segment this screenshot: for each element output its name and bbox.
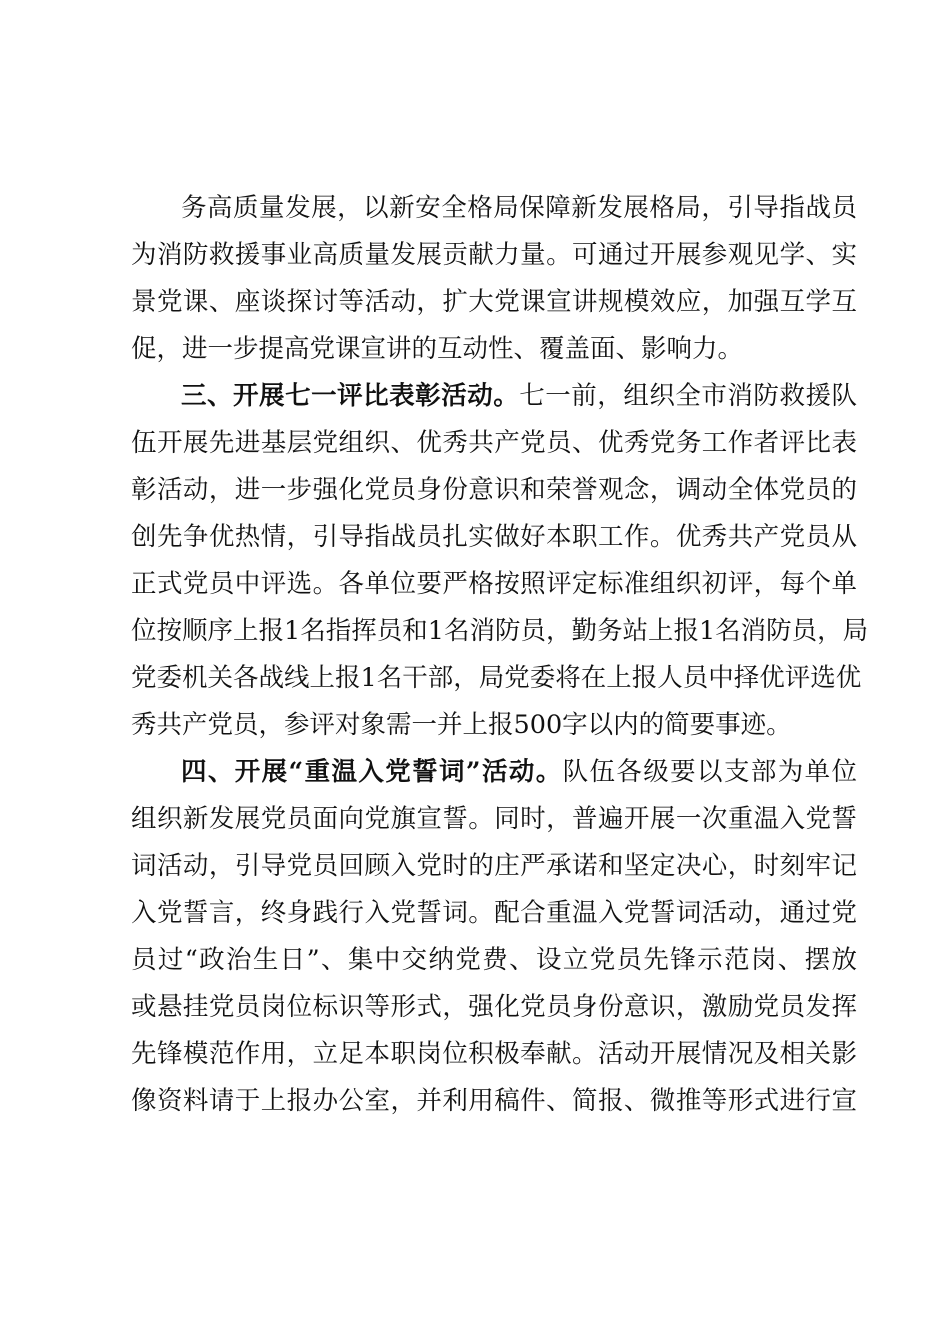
paragraph-line: 创先争优热情，引导指战员扎实做好本职工作。优秀共产党员从 bbox=[131, 522, 857, 552]
paragraph-line: 秀共产党员，参评对象需一并上报500字以内的简要事迹。 bbox=[131, 710, 792, 740]
paragraph-line: 彰活动，进一步强化党员身份意识和荣誉观念，调动全体党员的 bbox=[131, 475, 857, 505]
section-3-heading: 三、开展七一评比表彰活动。 bbox=[181, 381, 520, 411]
section-3-first-line-rest: 七一前，组织全市消防救援队 bbox=[519, 381, 857, 411]
paragraph-line: 景党课、座谈探讨等活动，扩大党课宣讲规模效应，加强互学互 bbox=[131, 287, 857, 317]
paragraph-line: 员过“政治生日”、集中交纳党费、设立党员先锋示范岗、摆放 bbox=[131, 945, 857, 975]
paragraph-line: 正式党员中评选。各单位要严格按照评定标准组织初评，每个单 bbox=[131, 569, 857, 599]
paragraph-line: 伍开展先进基层党组织、优秀共产党员、优秀党务工作者评比表 bbox=[131, 428, 857, 458]
paragraph-line: 党委机关各战线上报1名干部，局党委将在上报人员中择优评选优 bbox=[131, 663, 862, 693]
paragraph-line: 入党誓言，终身践行入党誓词。配合重温入党誓词活动，通过党 bbox=[131, 898, 857, 928]
paragraph-line: 或悬挂党员岗位标识等形式，强化党员身份意识，激励党员发挥 bbox=[131, 992, 857, 1022]
paragraph-line: 促，进一步提高党课宣讲的互动性、覆盖面、影响力。 bbox=[131, 334, 744, 364]
section-3-first-line bbox=[181, 376, 857, 416]
paragraph-line: 务高质量发展，以新安全格局保障新发展格局，引导指战员 bbox=[181, 193, 857, 223]
paragraph-line: 词活动，引导党员回顾入党时的庄严承诺和坚定决心，时刻牢记 bbox=[131, 851, 857, 881]
paragraph-line: 位按顺序上报1名指挥员和1名消防员，勤务站上报1名消防员，局 bbox=[131, 616, 869, 646]
paragraph-line: 先锋模范作用，立足本职岗位积极奉献。活动开展情况及相关影 bbox=[131, 1039, 857, 1069]
paragraph-line: 为消防救援事业高质量发展贡献力量。可通过开展参观见学、实 bbox=[131, 240, 857, 270]
section-4-first-line bbox=[181, 752, 857, 792]
section-4-first-line-rest: 队伍各级要以支部为单位 bbox=[562, 757, 857, 787]
paragraph-line: 像资料请于上报办公室，并利用稿件、简报、微推等形式进行宣 bbox=[131, 1086, 857, 1116]
section-4-heading: 四、开展“重温入党誓词”活动。 bbox=[181, 757, 563, 787]
paragraph-line: 组织新发展党员面向党旗宣誓。同时，普遍开展一次重温入党誓 bbox=[131, 804, 857, 834]
